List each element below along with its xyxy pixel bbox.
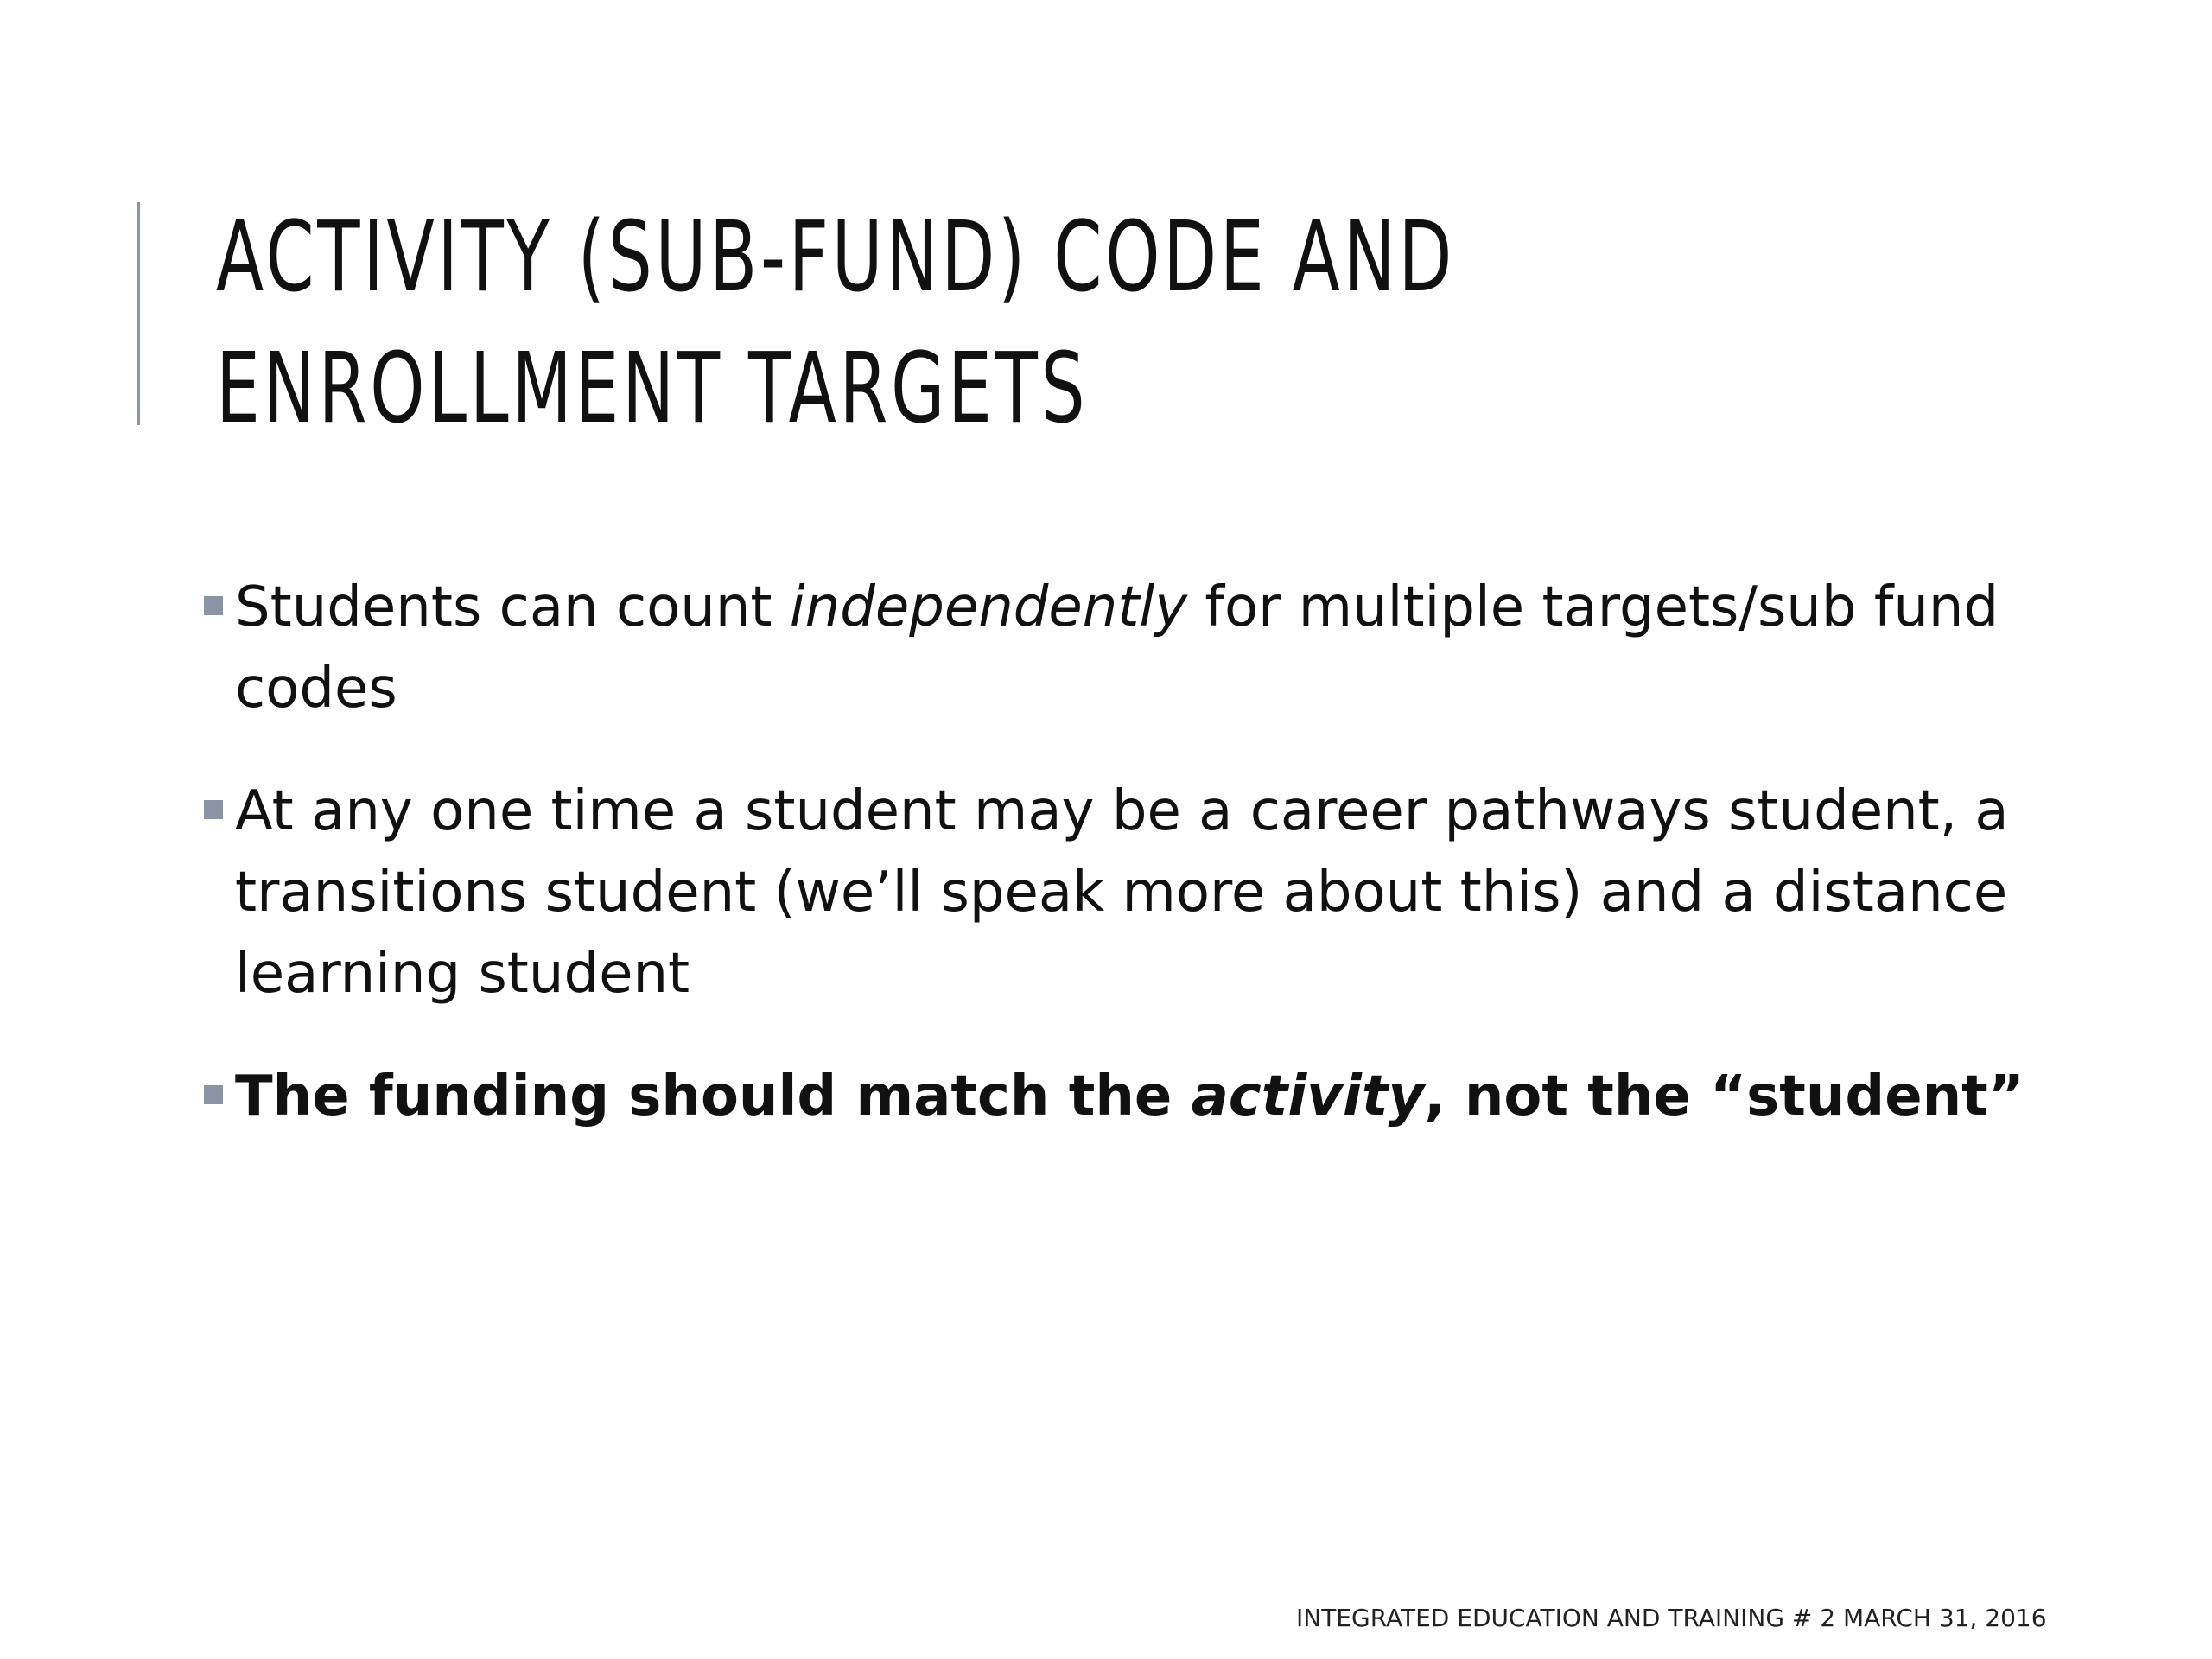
slide-title-line-2: ENROLLMENT TARGETS xyxy=(216,333,1089,445)
slide-title xyxy=(216,192,1522,454)
slide-footer: INTEGRATED EDUCATION AND TRAINING # 2 MARCH 31, 2016 xyxy=(1296,1604,2047,1632)
bullet-text-italic: activity xyxy=(1191,1065,1425,1128)
bullet-item xyxy=(204,771,2036,1014)
bullet-text: Students can count xyxy=(235,575,790,639)
bullet-text: for multiple targets/sub fund codes xyxy=(235,575,1999,721)
slide-title-line-1: ACTIVITY (SUB-FUND) CODE AND xyxy=(216,201,1456,314)
title-accent-bar xyxy=(137,202,140,425)
bullet-item xyxy=(204,567,2036,729)
bullet-list xyxy=(204,567,2036,1179)
bullet-item-emphasis xyxy=(204,1056,2036,1137)
bullet-text: The funding should match the xyxy=(235,1065,1192,1128)
bullet-text: , not the “student” xyxy=(1424,1065,2024,1128)
bullet-text-italic: independently xyxy=(789,575,1188,639)
square-bullet-icon xyxy=(204,596,223,615)
square-bullet-icon xyxy=(204,1085,223,1104)
bullet-text: At any one time a student may be a career pathways student, a transitions student (we’ll speak more about this) and a distance learning student xyxy=(235,779,2009,1006)
square-bullet-icon xyxy=(204,800,223,819)
